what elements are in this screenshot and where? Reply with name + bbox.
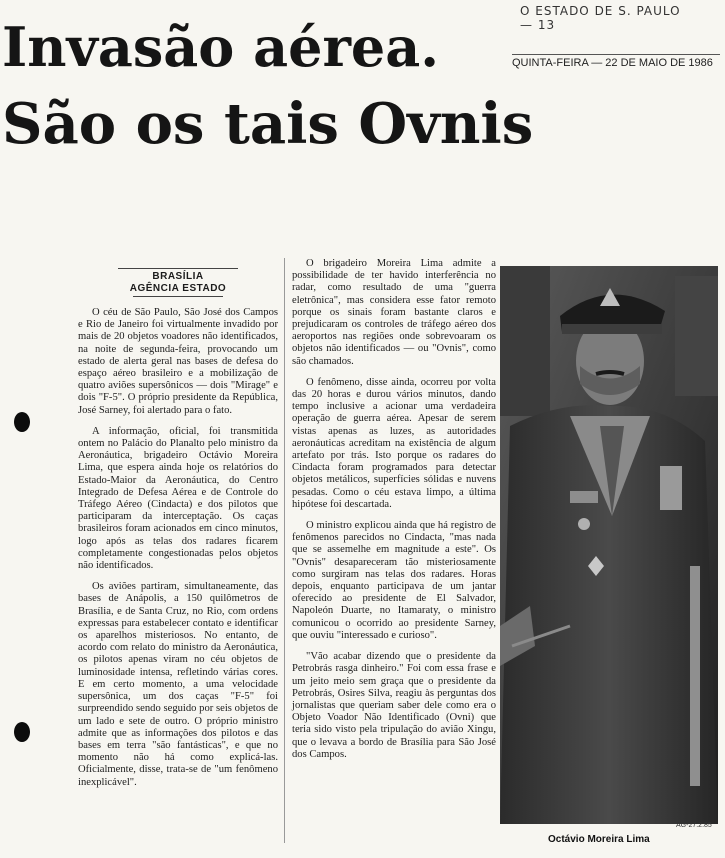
column-1: [78, 258, 278, 798]
paragraph-6: O ministro explicou ainda que há registro de fenômenos parecidos no Cindacta, "mas nada que se assemelhe em magnitude a este". Os "Ovnis" desapareceram tão misteriosamente como surgiram nas telas dos radares. Horas depois, enquanto participava de um jantar oferecido ao presidente de El Salvador, Napoleón Duarte, no Itamaraty, o ministro comunicou o ocorrido ao presidente Sarney, que ouviu "interessado e curioso".: [292, 520, 496, 641]
byline-rule-top: [118, 268, 238, 269]
column-2: [292, 258, 496, 770]
paragraph-1: O céu de São Paulo, São José dos Campos e Rio de Janeiro foi virtualmente invadido por mais de 20 objetos voadores não identificados, na noite de segunda-feira, provocando um estado de alerta geral nas bases de defesa do espaço aéreo brasileiro e a mobilização de quatro aviões supersônicos — dois "Mirage" e dois "F-5". O próprio presidente da República, José Sarney, foi alertado para o fato.: [78, 307, 278, 416]
paragraph-3: Os aviões partiram, simultaneamente, das bases de Anápolis, a 150 quilômetros de Brasília, e de Santa Cruz, no Rio, com ordens expressas para estabelecer contato e identificar os aparelhos misteriosos. No entanto, de acordo com relato do ministro da Aeronáutica, os pilotos apenas viram no céu objetos de luminosidade intensa, refletindo várias cores. E em certo momento, a uma velocidade supersônica, um dos caças "F-5" foi surpreendido sendo seguido por seis objetos de um lado e sete de outro. O próprio ministro admite que as informações dos pilotos e das bases em terra "são fantásticas", e que no momento não há como explicá-las. Oficialmente, disse, trata-se de "um fenômeno inexplicável".: [78, 581, 278, 788]
paragraph-4: O brigadeiro Moreira Lima admite a possibilidade de ter havido interferência no radar, como resultado de uma "guerra eletrônica", mas considera esse fator remoto porque os sinais foram bastante claros e prejudicaram os controles de tráfego aéreo dos aeroportos nas regiões onde sobrevoaram os objetos não identificados — ou "Ovnis", como são chamados.: [292, 258, 496, 367]
byline-rule-bottom: [133, 296, 223, 297]
byline-agency: AGÊNCIA ESTADO: [129, 283, 227, 294]
byline: [78, 268, 278, 297]
article-body: [78, 258, 498, 848]
masthead-fragment: O ESTADO DE S. PAULO — 13: [520, 4, 681, 32]
photo-caption: Octávio Moreira Lima: [548, 834, 650, 845]
portrait-photo-illustration: [500, 266, 718, 824]
dateline: QUINTA-FEIRA — 22 DE MAIO DE 1986: [512, 54, 720, 69]
paragraph-5: O fenômeno, disse ainda, ocorreu por volta das 20 horas e durou vários minutos, dando tempo inclusive a acionar uma verdadeira operação de guerra aérea. Apesar de serem vistas apenas as luzes, as autoridades aeronáuticas acreditam na existência de algum artefato por trás. Isto porque os radares do Cindacta foram programados para detectar objetos metálicos, superfícies sólidas e nuvens pesadas. Como o céu estava limpo, a última hipótese foi descartada.: [292, 376, 496, 510]
headline-line-1: Invasão aérea.: [2, 15, 440, 79]
punch-hole-top: [14, 412, 30, 432]
archive-code: AG-27.2.85: [676, 822, 712, 829]
column-divider: [284, 258, 285, 843]
byline-place: BRASÍLIA: [152, 271, 204, 282]
paragraph-7: "Vão acabar dizendo que o presidente da Petrobrás rasga dinheiro." Foi com essa frase e um jeito meio sem graça que o presidente da Petrobrás, Osires Silva, reagiu às perguntas dos jornalistas que queriam saber dele como era o Objeto Voador Não Identificado (Ovni) que teria sido visto pela tripulação do avião Xingu, que o levava a bordo de Brasília para São José dos Campos.: [292, 651, 496, 760]
paragraph-2: A informação, oficial, foi transmitida ontem no Palácio do Planalto pelo ministro da Aeronáutica, brigadeiro Octávio Moreira Lima, que espera ainda hoje os relatórios do Estado-Maior da Aeronáutica, do Centro Integrado de Defesa Aérea e de Controle do Tráfego Aéreo (Cindacta) e dos pilotos que participaram da interceptação. Os caças brasileiros foram acionados em cinco minutos, logo após as telas dos radares ficarem completamente congestionadas pelos objetos não identificados.: [78, 425, 278, 572]
punch-hole-bottom: [14, 722, 30, 742]
portrait-photo: [500, 266, 718, 824]
headline-line-2: São os tais Ovnis: [2, 91, 534, 157]
